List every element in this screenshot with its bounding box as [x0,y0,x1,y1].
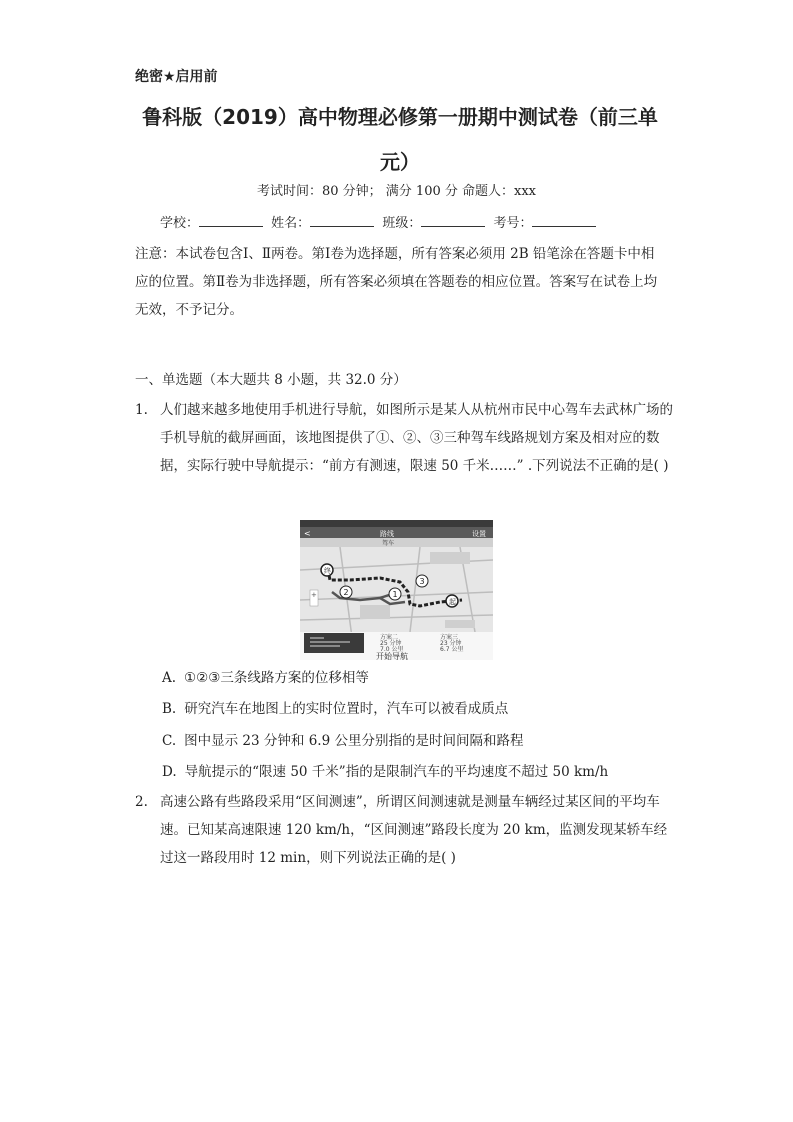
q1-option-b[interactable] [162,697,508,717]
map-end-marker: 终 [324,567,331,575]
map-start-marker: 起 [449,598,456,606]
plan-3-distance: 6.7 公里 [440,646,464,653]
name-blank[interactable] [310,214,374,227]
option-text: ①②③三条线路方案的位移相等 [184,670,369,686]
school-blank[interactable] [199,214,263,227]
navigation-map-image [300,520,493,660]
q1-option-a[interactable] [162,666,369,686]
question-1 [135,396,675,480]
option-text: 导航提示的“限速 50 千米”指的是限制汽车的平均速度不超过 50 km/h [184,764,609,780]
secret-mark: 绝密★启用前 [135,69,218,85]
map-route-2: 2 [343,588,349,597]
plan-2-time: 25 分钟 [380,640,402,647]
school-label: 学校： [160,216,200,231]
question-2-number: 2. [135,794,148,810]
q1-option-d[interactable] [162,760,608,780]
number-label: 考号： [493,216,533,231]
exam-info: 考试时间：80 分钟； 满分 100 分 命题人：xxx [256,184,536,199]
question-2 [135,788,675,872]
map-settings: 设置 [472,530,486,538]
map-route-1: 1 [392,590,398,599]
plan-2-distance: 7.0 公里 [380,646,404,653]
option-text: 图中显示 23 分钟和 6.9 公里分别指的是时间间隔和路程 [184,733,524,749]
option-label: C. [162,733,177,749]
class-label: 班级： [382,216,422,231]
option-text: 研究汽车在地图上的实时位置时，汽车可以被看成质点 [184,701,509,717]
option-label: D. [162,764,177,780]
map-route-3: 3 [419,577,425,586]
plan-3-time: 23 分钟 [440,640,462,647]
svg-text:<: < [304,529,311,538]
title-line-1: 鲁科版（2019）高中物理必修第一册期中测试卷（前三单 [142,105,658,129]
name-label: 姓名： [271,216,311,231]
question-1-text: 人们越来越多地使用手机进行导航，如图所示是某人从杭州市民中心驾车去武林广场的手机导航的截屏画面，该地图提供了①、②、③三种驾车线路规划方案及相对应的数据，实际行驶中导航提示：“前方有测速，限速 50 千米……” .下列说法不正确的是( ) [160,402,673,474]
student-fields [160,212,600,231]
section-title: 一、单选题（本大题共 8 小题，共 32.0 分） [135,372,407,388]
svg-text:+: + [311,591,317,599]
plan-3-label: 方案三 [440,634,459,641]
class-blank[interactable] [421,214,485,227]
question-1-number: 1. [135,402,148,418]
start-navigation-button[interactable]: 开始导航 [376,652,408,660]
notice-text: 注意：本试卷包含Ⅰ、Ⅱ两卷。第Ⅰ卷为选择题，所有答案必须用 2B 铅笔涂在答题卡中相应的位置。第Ⅱ卷为非选择题，所有答案必须填在答题卷的相应位置。答案写在试卷上均无效，不予记分。 [135,246,658,318]
title-line-2: 元） [380,150,420,174]
number-blank[interactable] [532,214,596,227]
q1-option-c[interactable] [162,729,523,749]
option-label: B. [162,701,177,717]
map-title: 路线 [380,530,394,538]
option-label: A. [162,670,177,686]
plan-2-label: 方案二 [380,634,399,641]
map-tab: 驾车 [382,540,395,547]
question-2-text: 高速公路有些路段采用“区间测速”，所谓区间测速就是测量车辆经过某区间的平均车速。已知某高速限速 120 km/h，“区间测速”路段长度为 20 km，监测发现某轿车经过这一路段用时 12 min，则下列说法正确的是( ) [160,794,668,866]
page-title [120,95,680,185]
